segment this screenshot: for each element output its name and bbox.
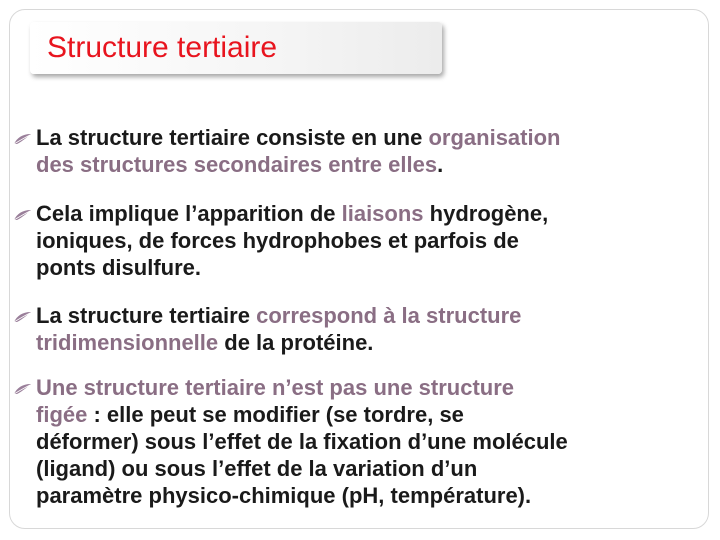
highlighted-text: tridimensionnelle bbox=[36, 330, 219, 355]
bullet-line bbox=[36, 374, 720, 401]
slide-title: Structure tertiaire bbox=[47, 31, 278, 64]
body-text: ponts disulfure. bbox=[36, 255, 201, 280]
bullet-line bbox=[36, 200, 720, 227]
bullet-line bbox=[36, 428, 720, 455]
highlighted-text: figée bbox=[36, 402, 88, 427]
bullet-line bbox=[36, 124, 720, 151]
leaf-bullet-icon bbox=[13, 382, 33, 396]
bullet-line bbox=[36, 401, 720, 428]
bullet-item bbox=[36, 374, 720, 509]
bullet-item bbox=[36, 124, 720, 178]
body-text: de la protéine. bbox=[218, 330, 374, 355]
body-text: Cela implique l’apparition de bbox=[36, 201, 342, 226]
bullet-line bbox=[36, 482, 720, 509]
highlighted-text: correspond à la structure bbox=[256, 303, 522, 328]
body-text: . bbox=[437, 152, 444, 177]
body-text: hydrogène, bbox=[423, 201, 549, 226]
leaf-bullet-icon bbox=[13, 208, 33, 222]
body-text: ioniques, de forces hydrophobes et parfois de bbox=[36, 228, 519, 253]
highlighted-text: organisation bbox=[428, 125, 561, 150]
body-text: La structure tertiaire consiste en une bbox=[36, 125, 429, 150]
leaf-bullet-icon bbox=[13, 132, 33, 146]
bullet-line bbox=[36, 227, 720, 254]
highlighted-text: liaisons bbox=[341, 201, 424, 226]
bullet-item bbox=[36, 302, 720, 356]
highlighted-text: n’est pas une structure bbox=[271, 375, 515, 400]
bullet-line bbox=[36, 151, 720, 178]
leaf-bullet-icon bbox=[13, 310, 33, 324]
highlighted-text: Une structure tertiaire bbox=[36, 375, 272, 400]
bullet-item bbox=[36, 200, 720, 281]
highlighted-text: des structures secondaires entre elles bbox=[36, 152, 438, 177]
bullet-line bbox=[36, 302, 720, 329]
bullet-line bbox=[36, 254, 720, 281]
bullet-line bbox=[36, 455, 720, 482]
body-text: (ligand) ou sous l’effet de la variation d’un bbox=[36, 456, 478, 481]
body-text: déformer) sous l’effet de la fixation d’une molécule bbox=[36, 429, 568, 454]
bullet-line bbox=[36, 329, 720, 356]
body-text: paramètre physico-chimique (pH, température). bbox=[36, 483, 532, 508]
body-text: La structure tertiaire bbox=[36, 303, 257, 328]
body-text: : elle peut se modifier (se tordre, se bbox=[87, 402, 464, 427]
